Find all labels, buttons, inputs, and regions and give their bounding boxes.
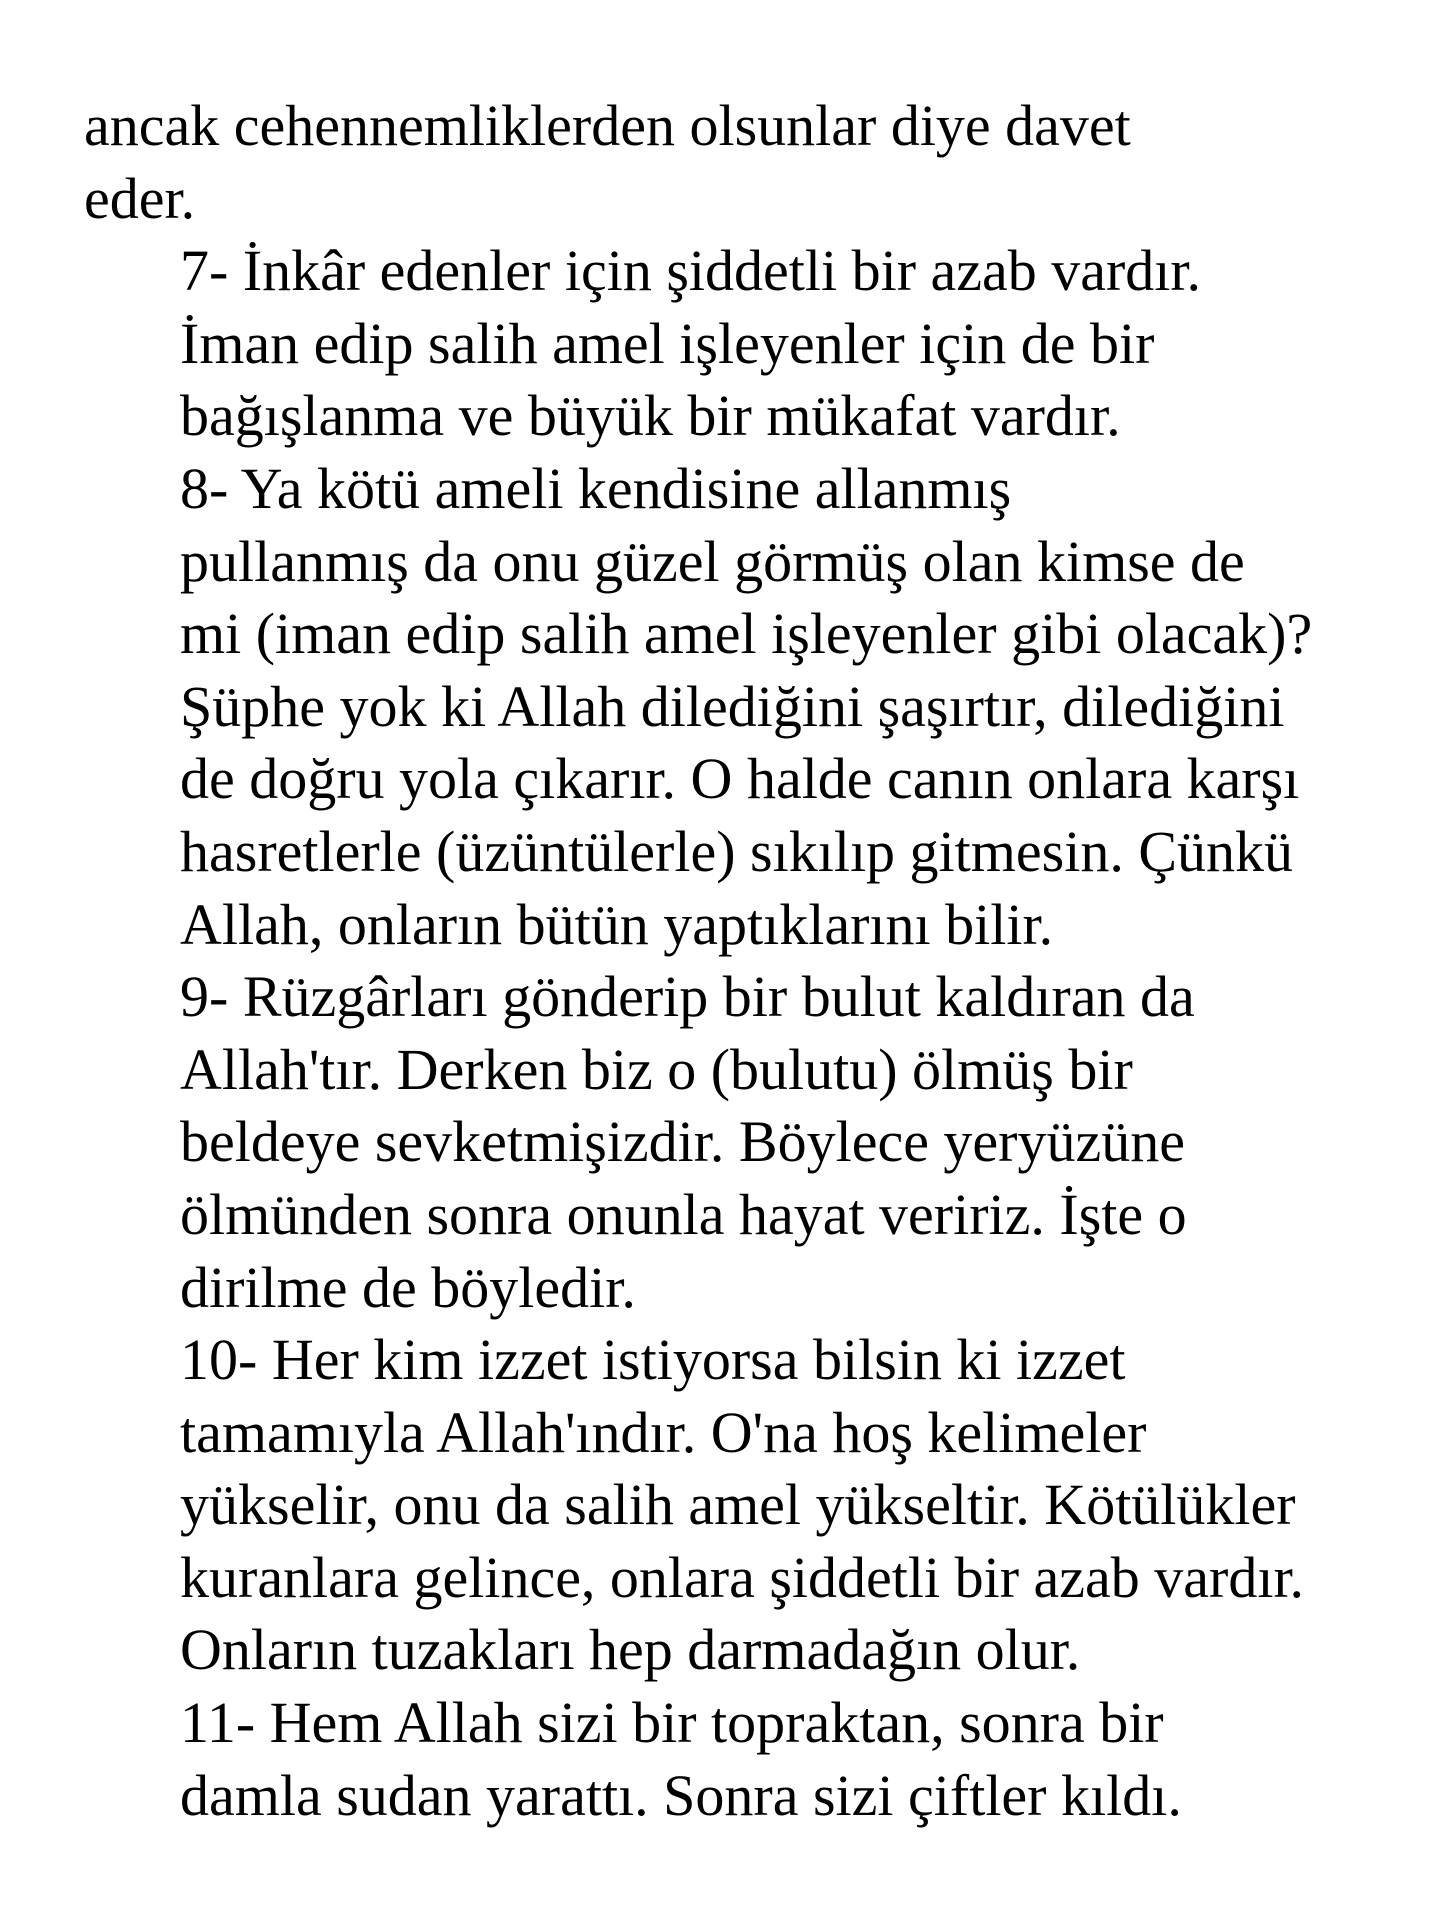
text-line: tamamıyla Allah'ındır. O'na hoş kelimeler: [180, 1399, 1147, 1465]
text-line: 11- Hem Allah sizi bir topraktan, sonra bir: [180, 1690, 1164, 1756]
document-page: [84, 90, 1384, 1832]
paragraph-verse-7: [84, 235, 1384, 453]
text-line: yükselir, onu da salih amel yükseltir. Kötülükler: [180, 1472, 1296, 1538]
text-line: Onların tuzakları hep darmadağın olur.: [180, 1617, 1081, 1683]
text-line: beldeye sevketmişizdir. Böylece yeryüzüne: [180, 1109, 1185, 1175]
paragraph-verse-11: [84, 1687, 1384, 1832]
text-line: İman edip salih amel işleyenler için de bir: [180, 310, 1155, 376]
text-line: Allah'tır. Derken biz o (bulutu) ölmüş bir: [180, 1036, 1133, 1102]
text-line: 10- Her kim izzet istiyorsa bilsin ki izzet: [180, 1327, 1126, 1393]
paragraph-continuation: [84, 90, 1384, 235]
text-line: dirilme de böyledir.: [180, 1254, 636, 1320]
text-line: damla sudan yarattı. Sonra sizi çiftler kıldı.: [180, 1762, 1182, 1828]
text-line: de doğru yola çıkarır. O halde canın onlara karşı: [180, 746, 1300, 812]
text-line: Şüphe yok ki Allah dilediğini şaşırtır, dilediğini: [180, 673, 1285, 739]
paragraph-verse-8: [84, 453, 1384, 961]
text-line: eder.: [84, 165, 196, 231]
paragraph-verse-9: [84, 961, 1384, 1324]
text-line: 8- Ya kötü ameli kendisine allanmış: [180, 455, 1012, 521]
paragraph-verse-10: [84, 1324, 1384, 1687]
text-line: 7- İnkâr edenler için şiddetli bir azab vardır.: [180, 238, 1202, 304]
text-line: hasretlerle (üzüntülerle) sıkılıp gitmesin. Çünkü: [180, 818, 1294, 884]
text-line: pullanmış da onu güzel görmüş olan kimse de: [180, 528, 1245, 594]
text-line: bağışlanma ve büyük bir mükafat vardır.: [180, 383, 1121, 449]
text-line: ancak cehennemliklerden olsunlar diye davet: [84, 93, 1131, 158]
text-line: 9- Rüzgârları gönderip bir bulut kaldıran da: [180, 964, 1195, 1030]
text-line: kuranlara gelince, onlara şiddetli bir azab vardır.: [180, 1544, 1305, 1610]
text-line: mi (iman edip salih amel işleyenler gibi olacak)?: [180, 601, 1313, 667]
text-line: Allah, onların bütün yaptıklarını bilir.: [180, 891, 1054, 957]
text-line: ölmünden sonra onunla hayat veririz. İşte o: [180, 1181, 1187, 1247]
